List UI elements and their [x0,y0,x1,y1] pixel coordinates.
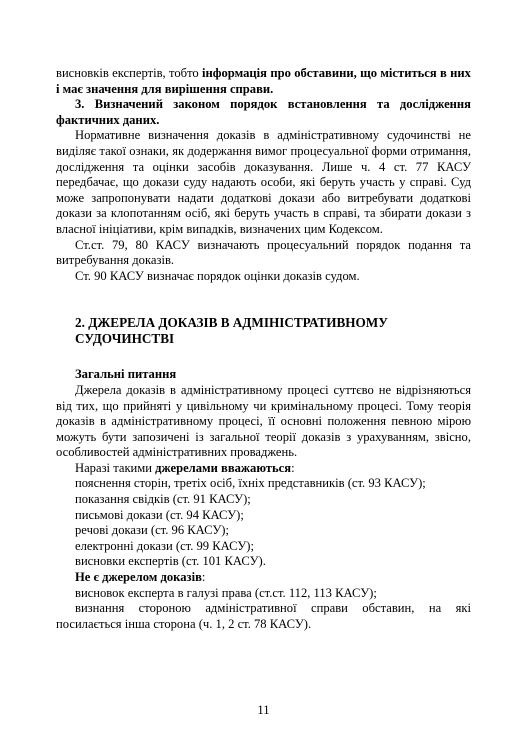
sources-intro-text: Наразі такими [75,460,156,475]
list-item: визнання стороною адміністративної справи обставин, на які посилається інша сторона (ч. 1, 2 ст. 78 КАСУ). [56,601,471,631]
section-point-3: 3. Визначений законом порядок встановлення та дослідження фактичних даних. [56,97,471,127]
list-item: електронні докази (ст. 99 КАСУ); [75,538,254,553]
sources-intro [56,461,471,477]
chapter-heading: 2. ДЖЕРЕЛА ДОКАЗІВ В АДМІНІСТРАТИВНОМУ СУДОЧИНСТВІ [75,315,388,347]
list-item: показання свідків (ст. 91 КАСУ); [75,492,251,507]
not-sources-heading-colon: : [201,570,206,585]
paragraph-article-90: Ст. 90 КАСУ визначає порядок оцінки доказів судом. [75,268,360,283]
paragraph-articles-79-80: Ст.ст. 79, 80 КАСУ визначають процесуальний порядок подання та витребування доказів. [56,237,471,268]
paragraph-normative-definition: Нормативне визначення доказів в адміністративному судочинстві не виділяє такої ознаки, як додержання вимог процесуальної форми отримання, дослідження та оцінки засобів доказування. Лише ч. 4 ст. 77 КАСУ передбачає, що докази суду надають особи, які беруть участь у справі. Суд може запропонувати надати додаткові докази або витребувати додаткові докази за клопотанням осіб, які беруть участь в справі, та збирати докази з власної ініціативи, крім випадків, визначених цим Кодексом. [56,128,471,236]
paragraph-sources-general: Джерела доказів в адміністративному процесі суттєво не відрізняються від тих, що прийняті у цивільному чи кримінальному процесі. Тому теорія доказів в адміністративному процесі, її основні положення певною мірою можуть бути запозичені із загальної теорії доказів з урахуванням, звісно, особливостей адміністративних проваджень. [56,382,471,460]
general-questions-heading: Загальні питання [75,367,177,382]
sources-intro-bold: джерелами вважаються [155,460,292,475]
list-item: речові докази (ст. 96 КАСУ); [75,523,229,538]
page-number: 11 [257,703,270,717]
paragraph-text: висновків експертів, тобто [56,66,203,80]
paragraph-expert-conclusions [56,66,471,97]
spacer [56,284,471,315]
list-item: пояснення сторін, третіх осіб, їхніх представників (ст. 93 КАСУ); [75,476,426,491]
spacer [56,347,471,367]
bold-definition: інформація про обставини, що міститься в них і має значення для вирішення справи. [56,66,471,96]
sources-intro-colon: : [291,460,295,475]
list-item: письмові докази (ст. 94 КАСУ); [75,507,244,522]
list-item: висновки експертів (ст. 101 КАСУ). [75,554,266,569]
page-content [56,66,471,632]
not-sources-heading [56,570,471,586]
not-sources-heading-bold: Не є джерелом доказів [75,570,202,585]
list-item: висновок експерта в галузі права (ст.ст. 112, 113 КАСУ); [75,585,377,600]
